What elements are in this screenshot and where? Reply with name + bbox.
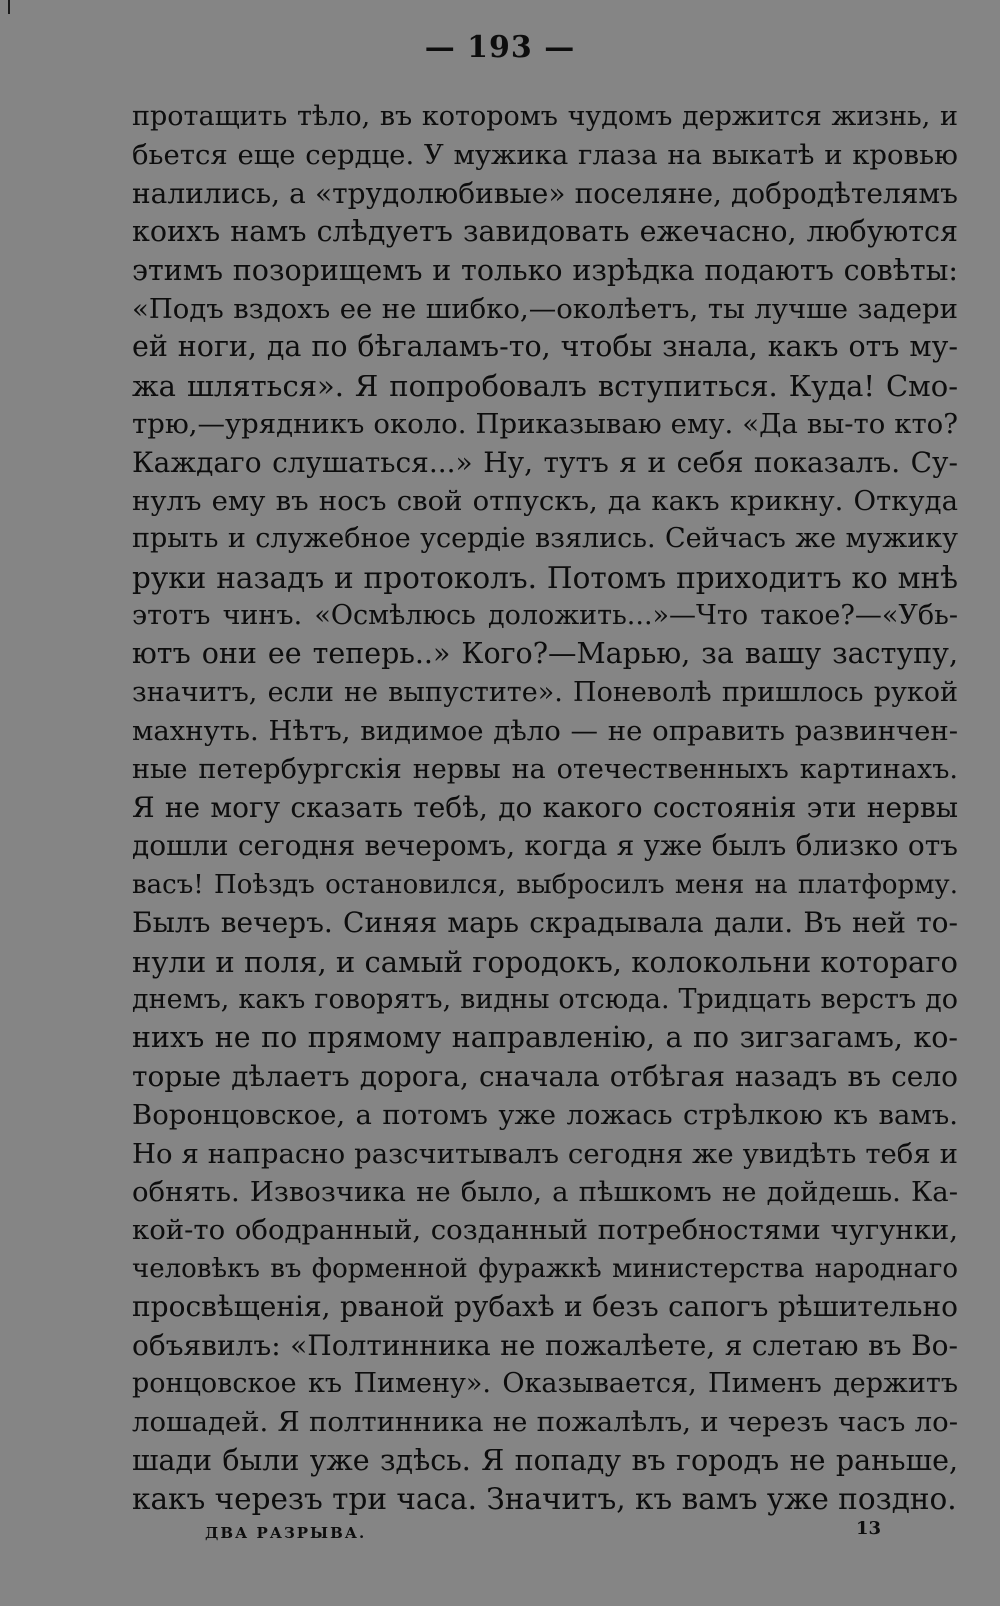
text-line: Я не могу сказать тебѣ, до какого состоянія эти нервы [132, 791, 958, 825]
text-line: значитъ, если не выпустите». Поневолѣ пришлось рукой [132, 676, 958, 708]
text-line: Былъ вечеръ. Синяя марь скрадывала дали. Въ ней то- [132, 906, 958, 940]
text-line: налились, а «трудолюбивые» поселяне, добродѣтелямъ [132, 176, 958, 210]
text-line: обнять. Извозчика не было, а пѣшкомъ не дойдешь. Ка- [132, 1175, 958, 1208]
text-line: коихъ намъ слѣдуетъ завидовать ежечасно, любуются [132, 215, 958, 249]
text-line: торые дѣлаетъ дорога, сначала отбѣгая назадъ въ село [132, 1059, 958, 1093]
text-line: Каждаго слушаться...» Ну, тутъ я и себя показалъ. Су- [132, 445, 958, 479]
text-line: нихъ не по прямому направленію, а по зигзагамъ, ко- [132, 1021, 958, 1055]
text-line: протащить тѣло, въ которомъ чудомъ держится жизнь, и [132, 101, 958, 132]
text-line: человѣкъ въ форменной фуражкѣ министерства народнаго [132, 1253, 958, 1284]
page-number: — 193 — [424, 30, 576, 65]
text-line: Воронцовское, а потомъ уже ложась стрѣлкою къ вамъ. [132, 1099, 958, 1132]
footer-sheet-number: 13 [856, 1518, 882, 1539]
text-line: трю,—урядникъ около. Приказываю ему. «Да вы-то кто? [132, 408, 958, 441]
text-line: васъ! Поѣздъ остановился, выбросилъ меня на платформу. [132, 869, 958, 900]
text-line: лошадей. Я полтинника не пожалѣлъ, и черезъ часъ ло- [132, 1406, 958, 1439]
text-line: Но я напрасно разсчитывалъ сегодня же увидѣть тебя и [132, 1137, 958, 1170]
text-line: объявилъ: «Полтинника не пожалѣете, я слетаю въ Во- [132, 1328, 958, 1362]
text-line: днемъ, какъ говорятъ, видны отсюда. Тридцать верстъ до [132, 983, 958, 1015]
text-line: нулъ ему въ носъ свой отпускъ, да какъ крикну. Откуда [132, 484, 958, 517]
text-line: руки назадъ и протоколъ. Потомъ приходитъ ко мнѣ [132, 560, 958, 595]
text-line: кой-то ободранный, созданный потребностями чугунки, [132, 1214, 958, 1247]
text-line: бьется еще сердце. У мужика глаза на выкатѣ и кровью [132, 139, 958, 172]
page-edge-mark [8, 0, 10, 14]
text-line: просвѣщенія, рваной рубахѣ и безъ сапогъ рѣшительно [132, 1290, 958, 1324]
text-line: шади были уже здѣсь. Я попаду въ городъ не раньше, [132, 1443, 958, 1477]
footer-signature: ДВА РАЗРЫВА. [205, 1524, 367, 1542]
text-line: дошли сегодня вечеромъ, когда я уже былъ близко отъ [132, 829, 958, 863]
body-text [132, 98, 958, 1518]
text-line: ронцовское къ Пимену». Оказывается, Пименъ держитъ [132, 1367, 958, 1399]
text-line: ей ноги, да по бѣгаламъ-то, чтобы знала, какъ отъ му- [132, 330, 958, 364]
text-line: прыть и служебное усердіе взялись. Сейчасъ же мужику [132, 523, 958, 555]
text-line: махнуть. Нѣтъ, видимое дѣло — не оправить развинчен- [132, 715, 958, 748]
text-line: нули и поля, и самый городокъ, колокольни котораго [132, 944, 958, 979]
text-line: «Подъ вздохъ ее не шибко,—околѣетъ, ты лучше задери [132, 292, 958, 325]
text-line: какъ черезъ три часа. Значитъ, къ вамъ уже поздно. [132, 1482, 957, 1517]
text-line: ютъ они ее теперь..» Кого?—Марью, за вашу заступу, [132, 637, 958, 671]
text-line: жа шляться». Я попробовалъ вступиться. Куда! Смо- [132, 368, 958, 403]
text-line: этимъ позорищемъ и только изрѣдка подаютъ совѣты: [132, 253, 958, 287]
text-line: ные петербургскія нервы на отечественныхъ картинахъ. [132, 753, 958, 785]
text-line: этотъ чинъ. «Осмѣлюсь доложить...»—Что такое?—«Убь- [132, 600, 958, 632]
